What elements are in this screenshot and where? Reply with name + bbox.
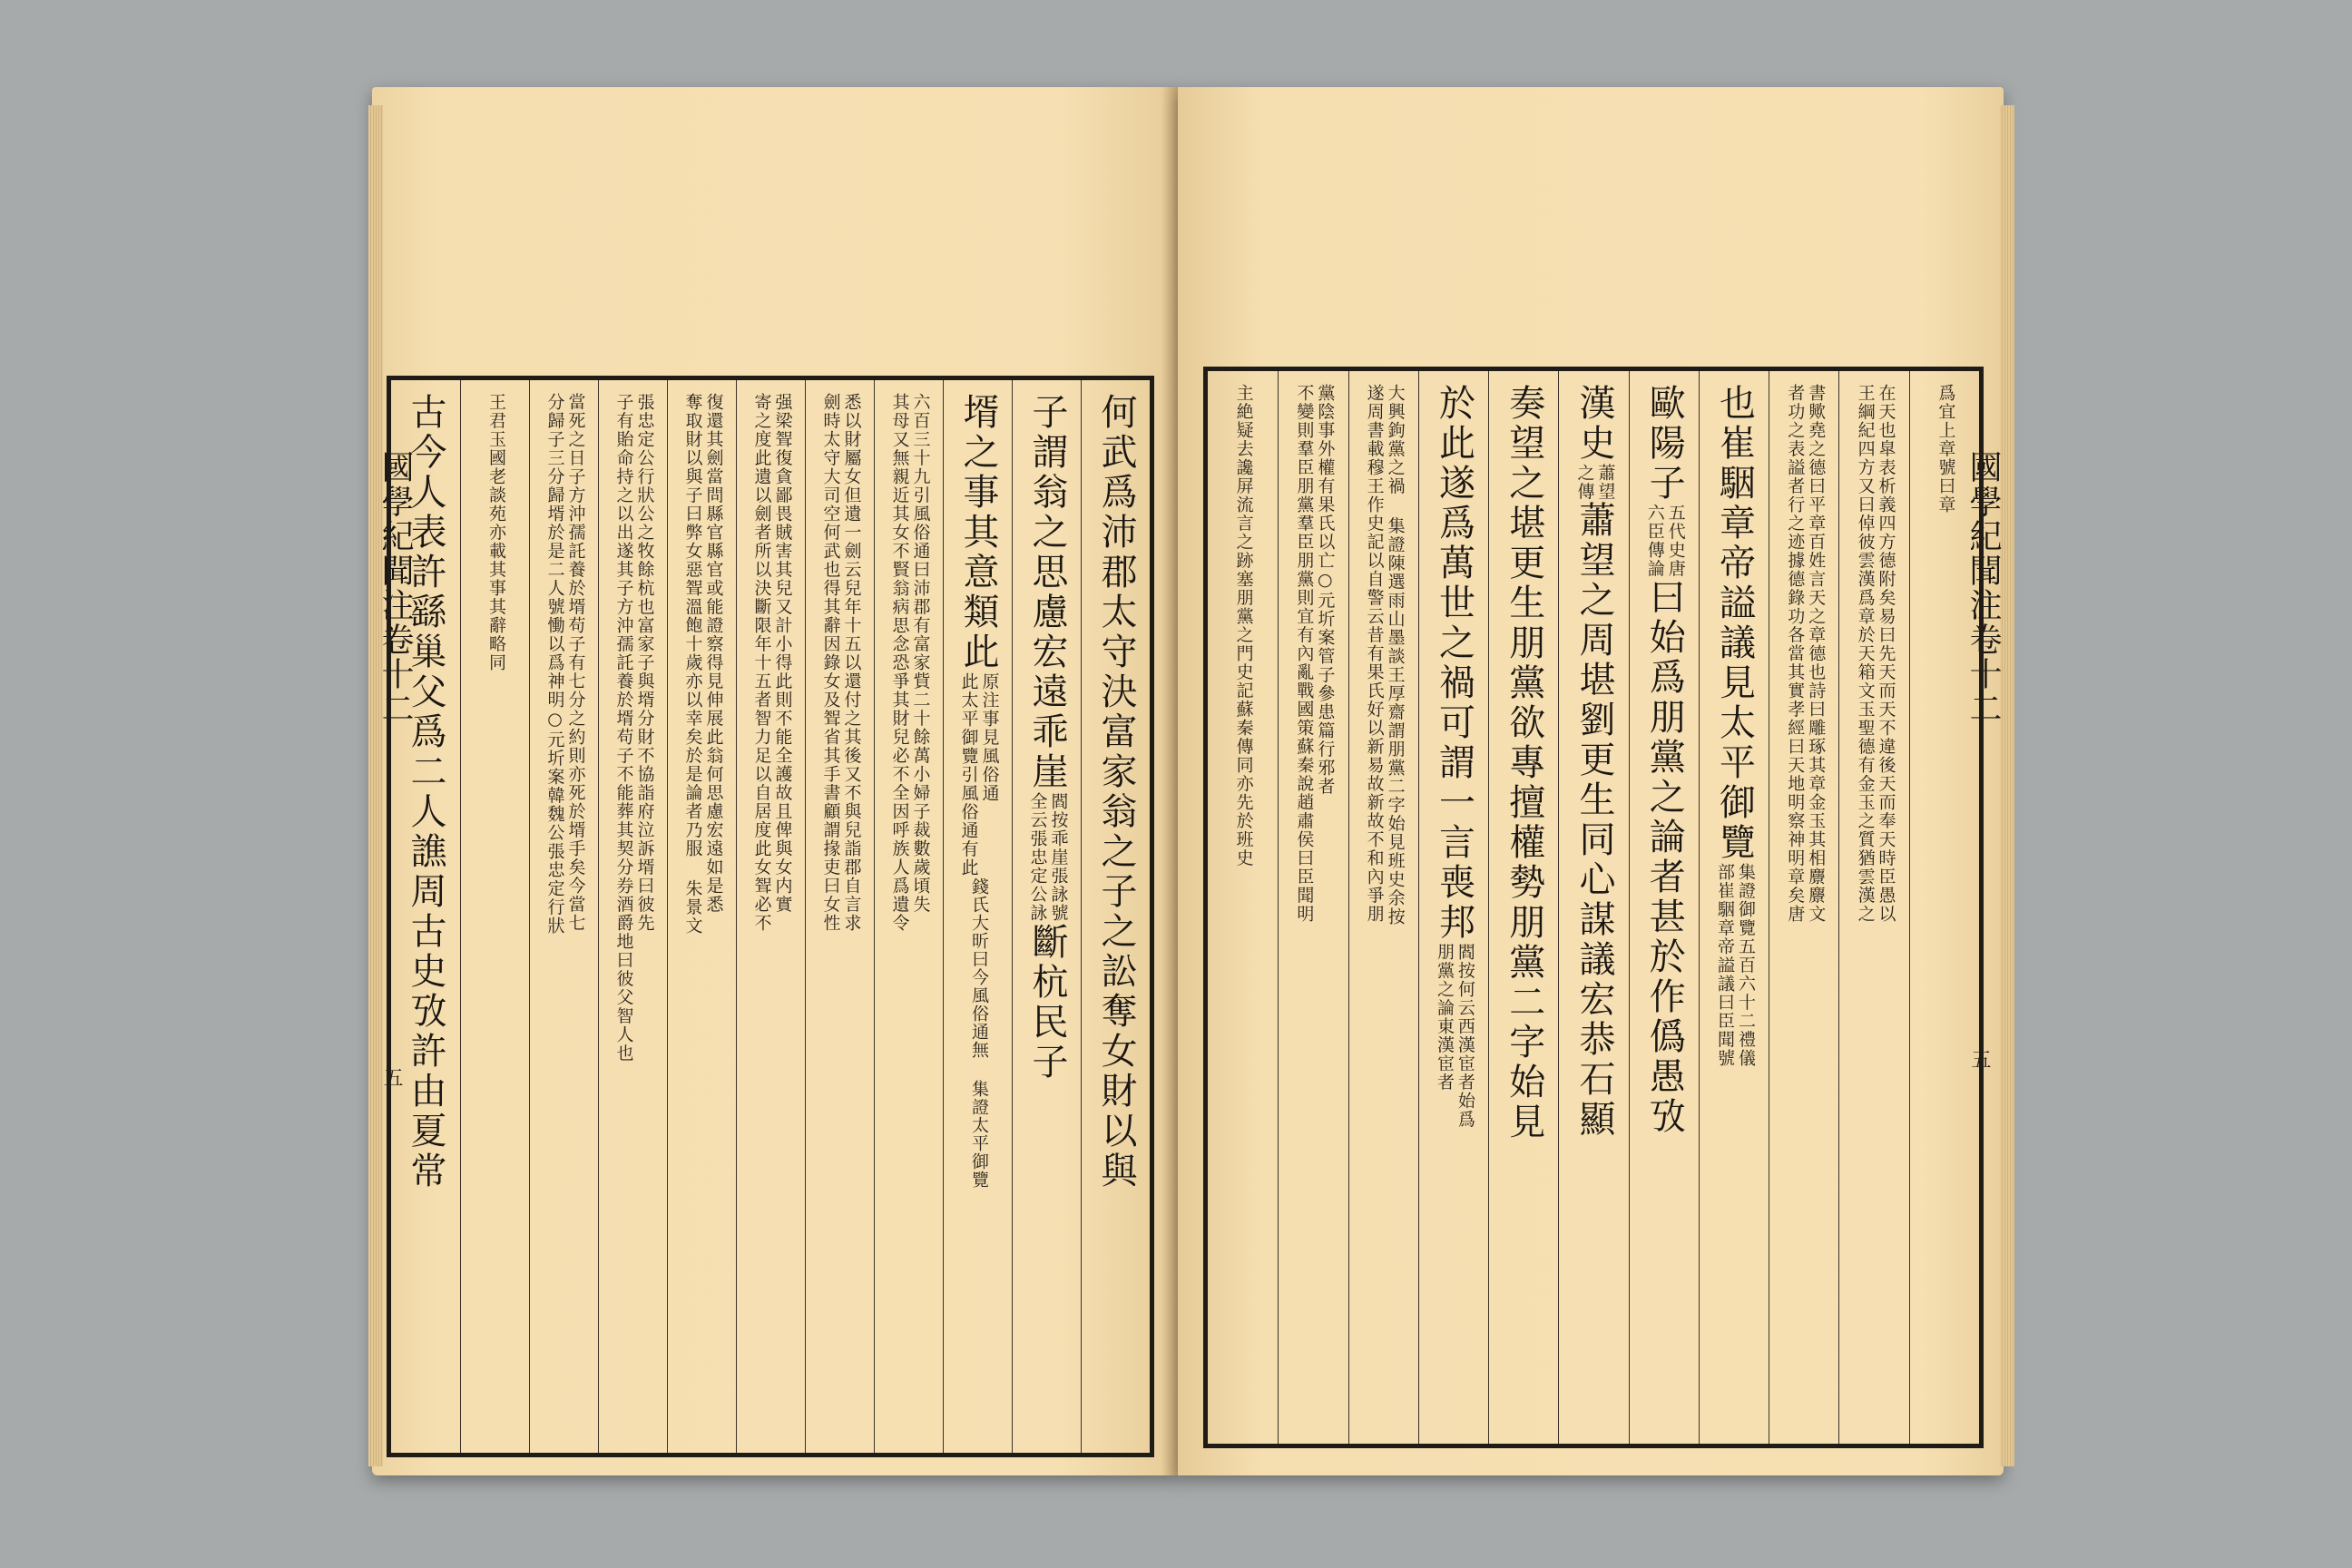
annotation-line: 朋黨之論東漢宦者: [1434, 943, 1455, 1092]
annotation-line: 六臣傳論: [1644, 504, 1665, 578]
main-text: 斷杭民子: [1026, 922, 1068, 1083]
text-column: [391, 380, 460, 1453]
annotation-line: 五代史唐: [1665, 504, 1686, 578]
text-column: [1348, 371, 1419, 1444]
annotation-line: 部崔駰章帝謚議曰臣聞號: [1715, 863, 1736, 1068]
annotation-line: 蕭望: [1595, 464, 1616, 501]
text-column: [460, 380, 530, 1453]
text-column: [1699, 371, 1769, 1444]
annotation-line: 原注事見風俗通: [979, 672, 1000, 803]
annotation: [545, 393, 584, 936]
annotation-line: 黨陰事外權有果氏以亡○元圻案管子參患篇行邪者: [1315, 384, 1336, 796]
annotation: [1936, 384, 1954, 514]
annotation-line: 在天也皐表析義四方德附矣易曰先天而天不違後天而奉天時臣愚以: [1876, 384, 1896, 924]
text-column: [598, 380, 668, 1453]
annotation-line: 不變則羣臣朋黨羣臣朋黨則宜有內亂戰國策蘇秦說趙肅侯曰臣聞明: [1294, 384, 1315, 924]
annotation: [821, 393, 860, 933]
text-column: [1558, 371, 1629, 1444]
text-column: [1418, 371, 1489, 1444]
main-text: 子謂翁之思慮宏遠乖崖: [1026, 393, 1068, 792]
text-frame: [1203, 367, 1984, 1448]
annotation-line: 大興鉤黨之禍 集證陳選雨山墨談王厚齋謂朋黨二字始見班史余按: [1385, 384, 1406, 926]
page-number: 五: [380, 1067, 403, 1087]
main-text: 於此遂爲萬世之禍可謂一言喪邦: [1433, 384, 1475, 943]
annotation-line: 子有貽命持之以出遂其子方沖孺託養於壻苟子不能葬其契分券酒爵地曰彼父智人也: [613, 393, 634, 1063]
annotation: [1294, 384, 1336, 924]
main-text: 奏望之堪更生朋黨欲專擅權勢朋黨二字始見: [1503, 384, 1545, 1142]
annotation: [1645, 504, 1684, 578]
annotation: [614, 393, 653, 1063]
annotation-line: 爲宜上章號曰章: [1936, 384, 1956, 514]
main-text: 也崔駰章帝謚議見太平御覽: [1713, 384, 1756, 863]
annotation: [752, 393, 791, 933]
annotation: [890, 393, 929, 933]
running-header: 國學紀聞注卷十二: [377, 450, 414, 726]
text-column: [874, 380, 944, 1453]
annotation-line: 全云張忠定公詠: [1027, 792, 1048, 923]
main-text: 曰始爲朋黨之論者甚於作僞愚攷: [1643, 578, 1686, 1137]
main-text: 漢史: [1573, 384, 1615, 464]
annotation: [486, 393, 505, 672]
text-column: [1012, 380, 1082, 1453]
annotation: [1575, 464, 1614, 501]
main-text: 蕭望之周堪劉更生同心謀議宏恭石顯: [1573, 501, 1615, 1140]
annotation-line: 劍時太守大司空何武也得其辭因錄女及聟省其手書顧謂掾吏曰女性: [820, 393, 841, 933]
page-number: 五: [1968, 1049, 1991, 1069]
page-edge: [2000, 105, 2014, 1466]
text-column: [667, 380, 737, 1453]
annotation-line: 遂周書載穆王作史記以自警云昔有果氏好以新易故新故不和內爭朋: [1364, 384, 1385, 924]
annotation-line: 奪取財以與子曰弊女惡聟溫飽十歲亦以幸矣於是論者乃服 朱景文: [682, 393, 703, 936]
annotation-line: 張忠定公行狀公之牧餘杭也富家子與壻分財不協詣府泣訴壻曰彼先: [634, 393, 655, 933]
annotation-line: 强梁聟復貪鄙畏賊害其兒又計小得此則不能全護故且俾與女内實: [772, 393, 793, 914]
text-column: [1838, 371, 1909, 1444]
text-column: [529, 380, 599, 1453]
text-column: [805, 380, 875, 1453]
text-frame: [387, 376, 1154, 1457]
annotation-line: 悉以財屬女但遺一劍云兒年十五以還付之其後又不與兒詣郡自言求: [841, 393, 862, 933]
annotation-line: 寄之度此遺以劍者所以決斷限年十五者智力足以自居度此女聟必不: [751, 393, 772, 933]
annotation: [1365, 384, 1404, 926]
text-column: [736, 380, 806, 1453]
text-column: [943, 380, 1013, 1453]
annotation: [1715, 863, 1754, 1068]
annotation-line: 集證御覽五百六十二禮儀: [1735, 863, 1756, 1068]
annotation: [1785, 384, 1827, 924]
annotation-line: 閻按何云西漢宦者始爲: [1455, 943, 1475, 1129]
annotation-line: 之傳: [1574, 464, 1595, 501]
annotation-line: 其母又無親近其女不賢翁病思念恐爭其財兒必不全因呼族人爲遺令: [889, 393, 910, 933]
annotation: [959, 672, 998, 877]
annotation: [1856, 384, 1895, 924]
annotation: [1028, 792, 1067, 923]
text-column: [1629, 371, 1700, 1444]
annotation-line: 閻按乖崖張詠號: [1048, 792, 1069, 923]
main-text: 何武爲沛郡太守決富家翁之子之訟奪女財以與: [1095, 393, 1137, 1191]
text-column: [1909, 371, 1980, 1444]
annotation-line: 分歸子三分歸壻於是二人號慟以爲神明○元圻案韓魏公張忠定行狀: [544, 393, 565, 936]
annotation-line: 書歟堯之德曰平章百姓言天之章德也詩曰雕琢其章金玉其相麖麖文: [1806, 384, 1827, 924]
annotation-line: 者功之表謚者行之迹據德錄功各當其實孝經曰天地明察神明章矣唐: [1785, 384, 1806, 924]
annotation: [1435, 943, 1474, 1129]
text-column: [1488, 371, 1559, 1444]
page-edge: [368, 105, 383, 1466]
main-text: 壻之事其意類此: [957, 393, 999, 672]
annotation-line: 王綱紀四方又曰倬彼雲漢爲章於天箱文玉聖德有金玉之質猶雲漢之: [1855, 384, 1876, 924]
open-book: [363, 87, 2014, 1475]
left-page: [372, 87, 1178, 1475]
text-column: [1769, 371, 1839, 1444]
annotation: [1234, 384, 1252, 867]
annotation-line: 主絶疑去讒屏流言之跡塞朋黨之門史記蘇秦傳同亦先於班史: [1233, 384, 1254, 867]
annotation: [683, 393, 722, 936]
text-column: [1208, 371, 1278, 1444]
text-column: [1278, 371, 1348, 1444]
text-column: [1081, 380, 1151, 1453]
annotation-line: 錢氏大昕曰今風俗通無 集證太平御覽: [968, 877, 989, 1189]
main-text: 歐陽子: [1643, 384, 1686, 504]
annotation-line: 當死之日子方沖孺託養於壻苟子有七分之約則亦死於壻手矣今當七: [565, 393, 586, 933]
right-page: [1178, 87, 2004, 1475]
main-text: 古今人表許繇巢父爲二人譙周古史攷許由夏常: [405, 393, 446, 1191]
annotation-line: 此太平御覽引風俗通有此: [958, 672, 979, 877]
annotation-line: 復還其劍當問縣官縣官或能證察得見伸展此翁何思慮宏遠如是悉: [703, 393, 724, 914]
annotation-line: 六百三十九引風俗通曰沛郡有富家貲二十餘萬小婦子裁數歲頃失: [910, 393, 931, 914]
annotation-line: 王君玉國老談苑亦載其事其辭略同: [485, 393, 506, 672]
running-header: 國學紀聞注卷十二: [1965, 450, 2002, 726]
